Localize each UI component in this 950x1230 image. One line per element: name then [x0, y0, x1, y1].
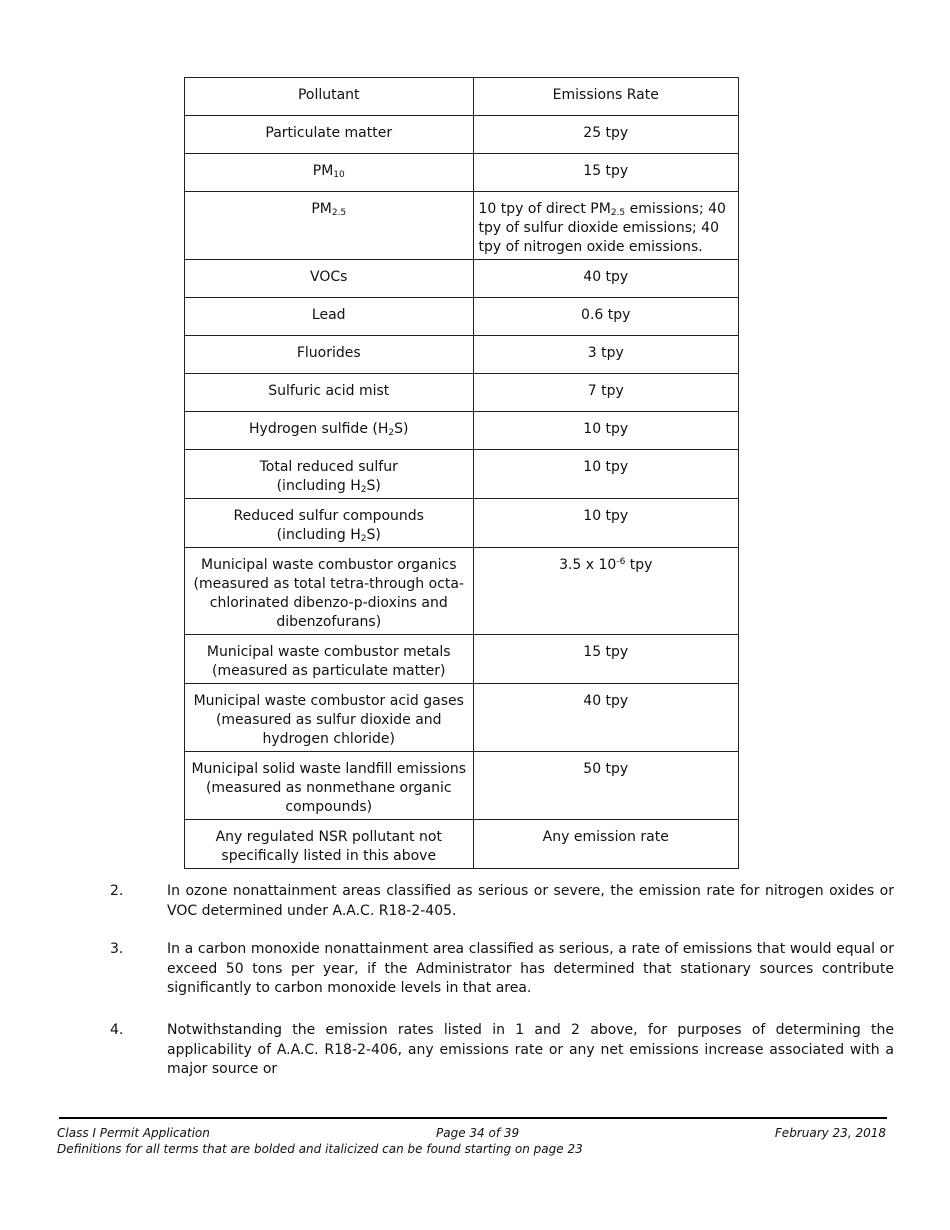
rate-cell: 40 tpy [473, 260, 739, 298]
rate-cell: 10 tpy [473, 499, 739, 548]
rate-cell: 25 tpy [473, 116, 739, 154]
pollutant-cell: VOCs [185, 260, 474, 298]
item-text: In a carbon monoxide nonattainment area classified as serious, a rate of emissions that would equal or exceed 50 tons per year, if the Administrator has determined that stationary sources contribute significantly to carbon monoxide levels in that area. [167, 941, 894, 996]
pollutant-cell: Municipal waste combustor acid gases (measured as sulfur dioxide and hydrogen chloride) [185, 684, 474, 752]
header-pollutant: Pollutant [185, 78, 474, 116]
header-emissions-rate: Emissions Rate [473, 78, 739, 116]
item-text: In ozone nonattainment areas classified as serious or severe, the emission rate for nitrogen oxides or VOC determined under A.A.C. R18-2-405. [167, 883, 894, 919]
item-number: 2. [110, 883, 124, 899]
pollutant-cell: Any regulated NSR pollutant not specifically listed in this above [185, 820, 474, 869]
rate-cell: 3 tpy [473, 336, 739, 374]
table-row [185, 450, 739, 499]
rate-cell: 7 tpy [473, 374, 739, 412]
table-header-row [185, 78, 739, 116]
table-row [185, 752, 739, 820]
item-text: Notwithstanding the emission rates listed in 1 and 2 above, for purposes of determining the applicability of A.A.C. R18-2-406, any emissions rate or any net emissions increase associated with a major source or [167, 1022, 894, 1077]
pollutant-cell: $PM_{10}$ [185, 154, 474, 192]
footer-divider [59, 1117, 887, 1119]
footer-left-line1: Class I Permit Application [57, 1126, 210, 1140]
table-row [185, 684, 739, 752]
item-number: 3. [110, 941, 124, 957]
rate-cell: 40 tpy [473, 684, 739, 752]
pollutant-cell: Particulate matter [185, 116, 474, 154]
pollutant-cell: Hydrogen sulfide $(H_2S)$ [185, 412, 474, 450]
list-item [110, 940, 894, 1000]
table-row [185, 412, 739, 450]
pollutant-cell: Lead [185, 298, 474, 336]
pollutant-cell: Municipal waste combustor metals (measured as particulate matter) [185, 635, 474, 684]
pollutant-cell: Total reduced sulfur (including $H_2S$) [185, 450, 474, 499]
rate-cell: 50 tpy [473, 752, 739, 820]
table-row [185, 116, 739, 154]
pollutant-cell: Municipal solid waste landfill emissions (measured as nonmethane organic compounds) [185, 752, 474, 820]
pollutant-cell: Reduced sulfur compounds (including $H_2S$) [185, 499, 474, 548]
table-row [185, 298, 739, 336]
footer-page-number: Page 34 of 39 [436, 1126, 520, 1140]
table-row [185, 820, 739, 869]
pollutant-cell: Sulfuric acid mist [185, 374, 474, 412]
table-row [185, 499, 739, 548]
table-row [185, 154, 739, 192]
rate-cell: 10 tpy of direct $PM_{2.5}$ emissions; 40 tpy of sulfur dioxide emissions; 40 tpy of nitrogen oxide emissions. [473, 192, 739, 260]
table-row [185, 548, 739, 635]
rate-cell: 3.5 x $10^{-6}$ tpy [473, 548, 739, 635]
rate-cell: 0.6 tpy [473, 298, 739, 336]
table-row [185, 635, 739, 684]
pollutant-cell: Fluorides [185, 336, 474, 374]
rate-cell: 15 tpy [473, 635, 739, 684]
footer-left-line2: Definitions for all terms that are bolded and italicized can be found starting on page 23 [57, 1142, 583, 1156]
rate-cell: 10 tpy [473, 412, 739, 450]
list-item [110, 882, 894, 922]
table-row [185, 374, 739, 412]
table-row [185, 336, 739, 374]
footer-date: February 23, 2018 [774, 1126, 886, 1140]
table-row [185, 192, 739, 260]
rate-cell: 10 tpy [473, 450, 739, 499]
pollutant-cell: $PM_{2.5}$ [185, 192, 474, 260]
list-item [110, 1021, 894, 1077]
item-number: 4. [110, 1022, 124, 1038]
table-row [185, 260, 739, 298]
pollutant-cell: Municipal waste combustor organics (measured as total tetra-through octa-chlorinated dibenzo-p-dioxins and dibenzofurans) [185, 548, 474, 635]
rate-cell: 15 tpy [473, 154, 739, 192]
pollutant-emissions-table [184, 77, 739, 869]
rate-cell: Any emission rate [473, 820, 739, 869]
